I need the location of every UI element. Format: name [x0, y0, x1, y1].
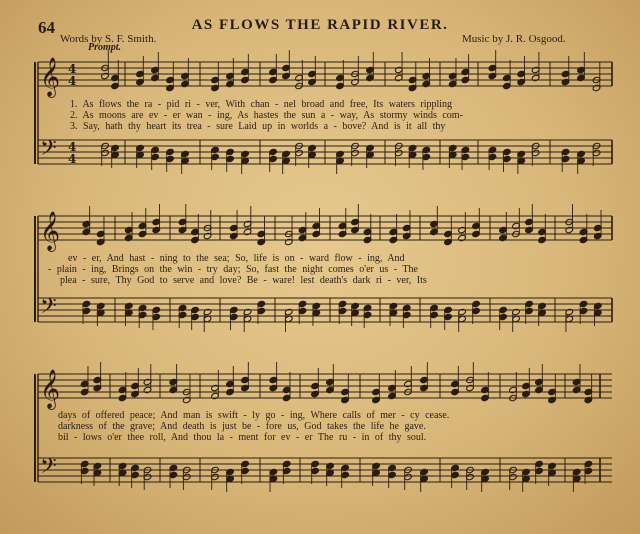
- lyric-line: bil - lows o'er thee roll, And thou la - ment for ev - er The ru - in of thy soul.: [58, 432, 427, 443]
- tempo-marking: Prompt.: [88, 42, 122, 53]
- time-signature-numeral: 4: [68, 74, 77, 88]
- lyric-line: 2. As moons are ev - er wan - ing, As hastes the sun a - way, As stormy winds com-: [70, 110, 463, 121]
- words-credit: Words by S. F. Smith.: [60, 33, 157, 45]
- treble-clef-icon: 𝄞: [40, 57, 61, 97]
- treble-clef-icon: 𝄞: [40, 369, 61, 409]
- time-signature-numeral: 4: [68, 62, 77, 76]
- lyric-line: ev - er, And hast - ning to the sea; So, life is on - ward flow - ing, And: [68, 253, 405, 264]
- music-credit: Music by J. R. Osgood.: [462, 33, 566, 45]
- bass-clef-icon: 𝄢: [40, 294, 57, 324]
- time-signature-numeral: 4: [68, 140, 77, 154]
- lyric-line: - plain - ing, Brings on the win - try day; So, fast the night comes o'er us - The: [48, 264, 418, 275]
- bass-clef-icon: 𝄢: [40, 454, 57, 484]
- treble-clef-icon: 𝄞: [40, 211, 61, 251]
- lyric-line: darkness of the grave; And death is just be - fore us, God takes the life he gave.: [58, 421, 426, 432]
- lyric-line: plea - sure, Thy God to serve and love? Be - ware! lest death's dark ri - ver, Its: [60, 275, 427, 286]
- page-number: 64: [38, 18, 55, 37]
- lyric-line: 1. As flows the ra - pid ri - ver, With chan - nel broad and free, Its waters rippling: [70, 99, 453, 110]
- song-title: AS FLOWS THE RAPID RIVER.: [191, 17, 449, 33]
- lyric-line: 3. Say, hath thy heart its trea - sure Laid up in worlds a - bove? And is it all thy: [70, 121, 446, 132]
- time-signature-numeral: 4: [68, 152, 77, 166]
- lyric-line: days of offered peace; And man is swift - ly go - ing, Where calls of mer - cy cease.: [58, 410, 450, 421]
- bass-clef-icon: 𝄢: [40, 136, 57, 166]
